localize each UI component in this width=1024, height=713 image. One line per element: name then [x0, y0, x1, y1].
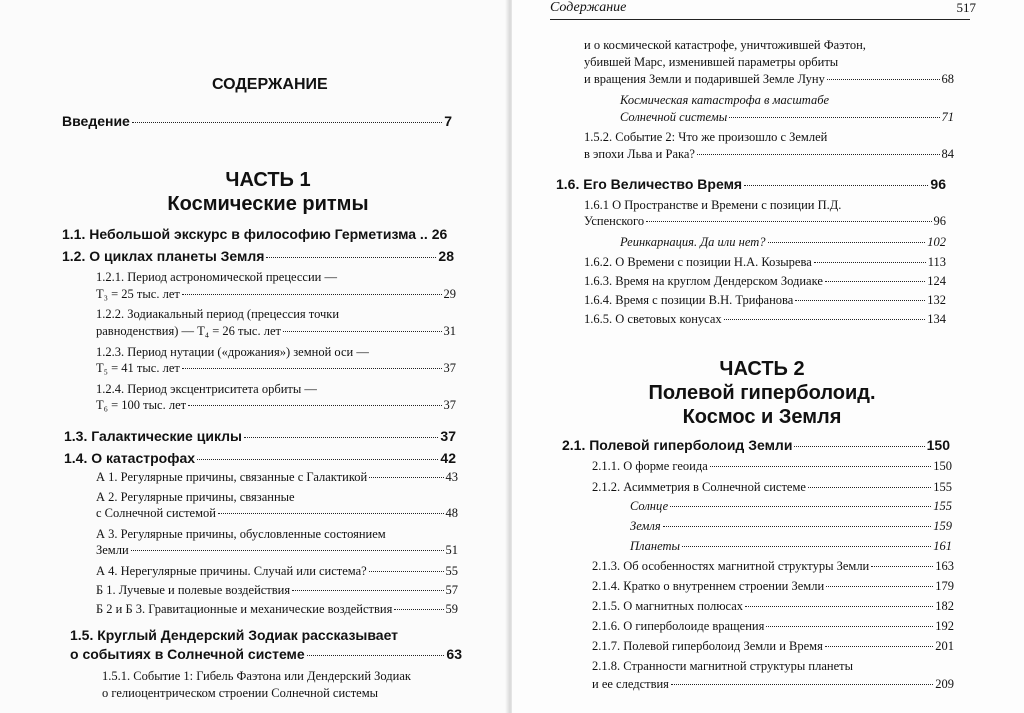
toc-entry-1-6-4[interactable]: 1.6.4. Время с позиции В.Н. Трифанова 132: [584, 293, 946, 307]
toc-entry-a2[interactable]: с Солнечной системой 48: [96, 506, 458, 520]
toc-entry-1-3[interactable]: 1.3. Галактические циклы 37: [64, 428, 456, 444]
part2-heading: ЧАСТЬ 2 Полевой гиперболоид. Космос и Земля: [648, 358, 876, 428]
toc-entry-1-2-3-line1: 1.2.3. Период нутации («дрожания») земной оси —: [96, 345, 369, 359]
toc-entry-1-6-1[interactable]: Успенского 96: [584, 214, 946, 228]
toc-entry-2-1-5[interactable]: 2.1.5. О магнитных полюсах 182: [592, 599, 954, 613]
toc-entry-a2-line1: А 2. Регулярные причины, связанные: [96, 490, 295, 504]
toc-entry-2-1-8-line1: 2.1.8. Странности магнитной структуры планеты: [592, 659, 853, 673]
toc-entry-1-2-2-line1: 1.2.2. Зодиакальный период (прецессия точки: [96, 307, 340, 321]
page-number: 517: [956, 0, 976, 15]
toc-entry-sun[interactable]: Солнце 155: [630, 499, 952, 513]
toc-entry-1-4[interactable]: 1.4. О катастрофах 42: [64, 450, 456, 466]
toc-entry-1-5-line1: 1.5. Круглый Дендерский Зодиак рассказывает: [70, 627, 399, 643]
toc-entry-2-1-8[interactable]: и ее следствия 209: [592, 677, 954, 691]
toc-entry-b1[interactable]: Б 1. Лучевые и полевые воздействия 57: [96, 583, 458, 597]
left-page: [0, 0, 508, 713]
toc-entry-a1[interactable]: А 1. Регулярные причины, связанные с Галактикой 43: [96, 470, 458, 484]
running-head: Содержание: [550, 0, 627, 15]
header-rule: [550, 19, 970, 20]
toc-entry-1-2-4[interactable]: T₆ = 100 тыс. лет 37: [96, 398, 456, 412]
toc-entry-1-2-4-line1: 1.2.4. Период эксцентриситета орбиты —: [96, 382, 317, 396]
toc-entry-1-2-1-line1: 1.2.1. Период астрономической прецессии —: [96, 270, 337, 284]
toc-entry-cosmic[interactable]: Солнечной системы 71: [620, 110, 954, 124]
toc-entry-1-5[interactable]: о событиях в Солнечной системе 63: [70, 646, 462, 662]
toc-entry-1-5-1-line2: о гелиоцентрическом строении Солнечной системы: [102, 686, 379, 700]
toc-entry-planets[interactable]: Планеты 161: [630, 539, 952, 553]
toc-entry-2-1-7[interactable]: 2.1.7. Полевой гиперболоид Земли и Время 201: [592, 639, 954, 653]
toc-entry-1-5-2[interactable]: в эпохи Льва и Рака? 84: [584, 147, 954, 161]
toc-entry-1-6-2[interactable]: 1.6.2. О Времени с позиции Н.А. Козырева 113: [584, 255, 946, 269]
toc-entry-2-1[interactable]: 2.1. Полевой гиперболоид Земли 150: [562, 437, 950, 453]
toc-entry-earth[interactable]: Земля 159: [630, 519, 952, 533]
toc-entry-2-1-1[interactable]: 2.1.1. О форме геоида 150: [592, 459, 952, 473]
toc-entry-cont[interactable]: и вращения Земли и подарившей Земле Луну 68: [584, 72, 954, 86]
toc-entry-b23[interactable]: Б 2 и Б 3. Гравитационные и механические воздействия 59: [96, 602, 458, 616]
toc-entry-1-2[interactable]: 1.2. О циклах планеты Земля 28: [62, 248, 454, 264]
toc-entry-1-6-1-line1: 1.6.1 О Пространстве и Времени с позиции П.Д.: [584, 198, 842, 212]
toc-entry-2-1-4[interactable]: 2.1.4. Кратко о внутреннем строении Земли 179: [592, 579, 954, 593]
toc-entry-1-5-2-line1: 1.5.2. Событие 2: Что же произошло с Землей: [584, 130, 828, 144]
toc-entry-2-1-2[interactable]: 2.1.2. Асимметрия в Солнечной системе 155: [592, 480, 952, 494]
toc-entry-cont-line1: и о космической катастрофе, уничтожившей Фаэтон,: [584, 38, 866, 52]
toc-entry-1-6-5[interactable]: 1.6.5. О световых конусах 134: [584, 312, 946, 326]
toc-entry-1-2-2[interactable]: равноденствия) — T₄ = 26 тыс. лет 31: [96, 324, 456, 338]
toc-entry-1-2-1[interactable]: T₃ = 25 тыс. лет 29: [96, 287, 456, 301]
toc-entry-a3-line1: А 3. Регулярные причины, обусловленные состоянием: [96, 527, 386, 541]
part1-heading: ЧАСТЬ 1 Космические ритмы: [167, 169, 369, 215]
toc-entry-a4[interactable]: А 4. Нерегулярные причины. Случай или система? 55: [96, 564, 458, 578]
toc-entry-cont-line2: убившей Марс, изменившей параметры орбиты: [584, 55, 839, 69]
toc-entry-2-1-6[interactable]: 2.1.6. О гиперболоиде вращения 192: [592, 619, 954, 633]
toc-entry-reincarnation[interactable]: Реинкарнация. Да или нет? 102: [620, 235, 946, 249]
toc-entry-1-5-1-line1[interactable]: 1.5.1. Событие 1: Гибель Фаэтона или Дендерский Зодиак: [102, 669, 411, 683]
toc-entry-1-6-3[interactable]: 1.6.3. Время на круглом Дендерском Зодиаке 124: [584, 274, 946, 288]
toc-entry-1-2-3[interactable]: T₅ = 41 тыс. лет 37: [96, 361, 456, 375]
toc-entry-1-1[interactable]: 1.1. Небольшой экскурс в философию Герметизма .. 26: [62, 226, 448, 242]
page-title: СОДЕРЖАНИЕ: [212, 76, 328, 93]
right-page: [512, 0, 1024, 713]
toc-entry-a3[interactable]: Земли 51: [96, 543, 458, 557]
toc-entry-2-1-3[interactable]: 2.1.3. Об особенностях магнитной структуры Земли 163: [592, 559, 954, 573]
toc-entry-intro[interactable]: Введение 7: [62, 113, 452, 129]
toc-entry-1-6[interactable]: 1.6. Его Величество Время 96: [556, 176, 946, 192]
toc-entry-cosmic-line1: Космическая катастрофа в масштабе: [620, 93, 830, 107]
